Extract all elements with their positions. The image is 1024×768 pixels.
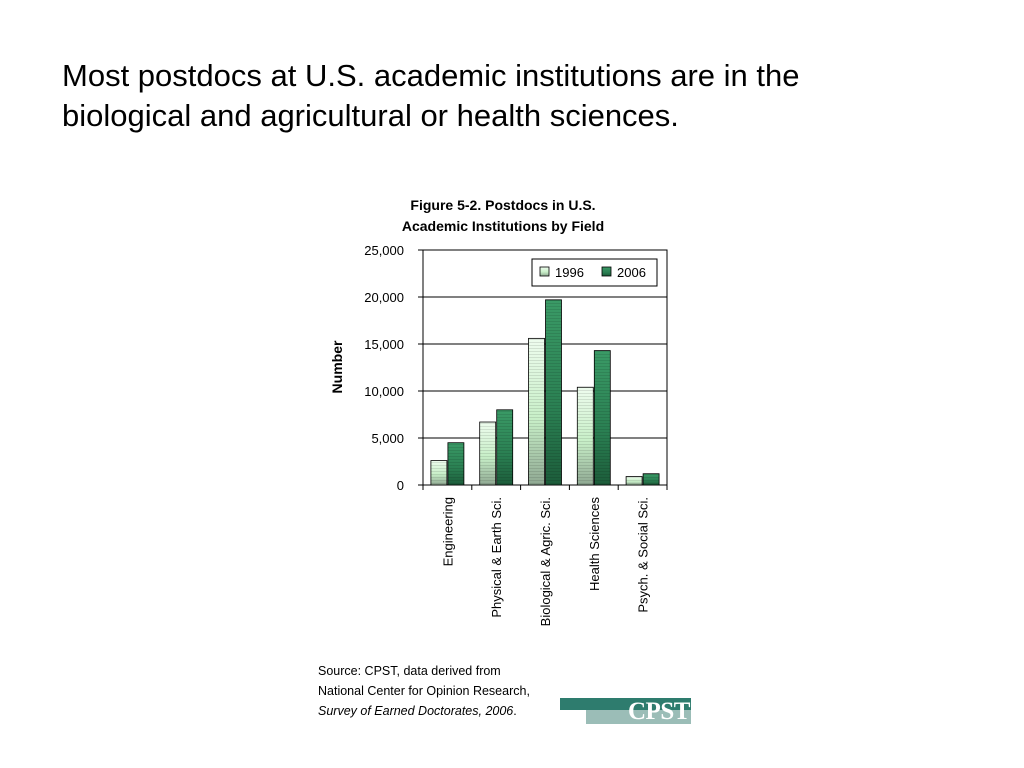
source-title: Survey of Earned Doctorates, 2006 bbox=[318, 704, 514, 718]
bar-texture bbox=[594, 351, 610, 485]
legend-label-1996: 1996 bbox=[555, 265, 584, 280]
bar-texture bbox=[577, 387, 593, 485]
legend-swatch-1996 bbox=[540, 267, 549, 276]
slide-heading-line-2: biological and agricultural or health sciences. bbox=[62, 98, 679, 133]
bar-texture bbox=[448, 443, 464, 485]
bar-texture bbox=[546, 300, 562, 485]
y-tick-label: 20,000 bbox=[364, 290, 404, 305]
source-period: . bbox=[513, 704, 517, 718]
axes bbox=[364, 243, 667, 626]
x-category-label: Biological & Agric. Sci. bbox=[538, 497, 553, 627]
source-line-1: Source: CPST, data derived from bbox=[318, 664, 501, 678]
y-tick-label: 25,000 bbox=[364, 243, 404, 258]
y-tick-label: 15,000 bbox=[364, 337, 404, 352]
logo-text: CPST bbox=[628, 698, 690, 725]
bars bbox=[431, 300, 659, 485]
x-category-label: Health Sciences bbox=[586, 497, 602, 591]
slide-heading-line-1: Most postdocs at U.S. academic institutions are in the bbox=[62, 58, 800, 93]
bar-texture bbox=[626, 477, 642, 485]
x-category-label: Physical & Earth Sci. bbox=[489, 497, 505, 618]
legend-swatch-2006 bbox=[602, 267, 611, 276]
cpst-logo bbox=[560, 698, 691, 724]
bar-texture bbox=[480, 422, 496, 485]
legend-label-2006: 2006 bbox=[617, 265, 646, 280]
bar-texture bbox=[643, 474, 659, 485]
bar-texture bbox=[529, 338, 545, 485]
bar-texture bbox=[497, 410, 513, 485]
y-tick-label: 10,000 bbox=[364, 384, 404, 399]
source-line-3 bbox=[318, 701, 530, 721]
bar-texture bbox=[431, 461, 447, 485]
x-category-label: Psych. & Social Sci. bbox=[635, 497, 651, 613]
y-tick-label: 5,000 bbox=[371, 431, 404, 446]
source-note bbox=[318, 661, 530, 721]
x-category-label: Engineering bbox=[440, 497, 456, 567]
y-tick-label: 0 bbox=[396, 478, 404, 493]
legend bbox=[532, 259, 657, 286]
chart-title-line-1: Figure 5-2. Postdocs in U.S. bbox=[410, 197, 596, 213]
source-line-2: National Center for Opinion Research, bbox=[318, 684, 530, 698]
chart-title-line-2: Academic Institutions by Field bbox=[401, 218, 605, 234]
y-axis-label: Number bbox=[329, 340, 345, 394]
